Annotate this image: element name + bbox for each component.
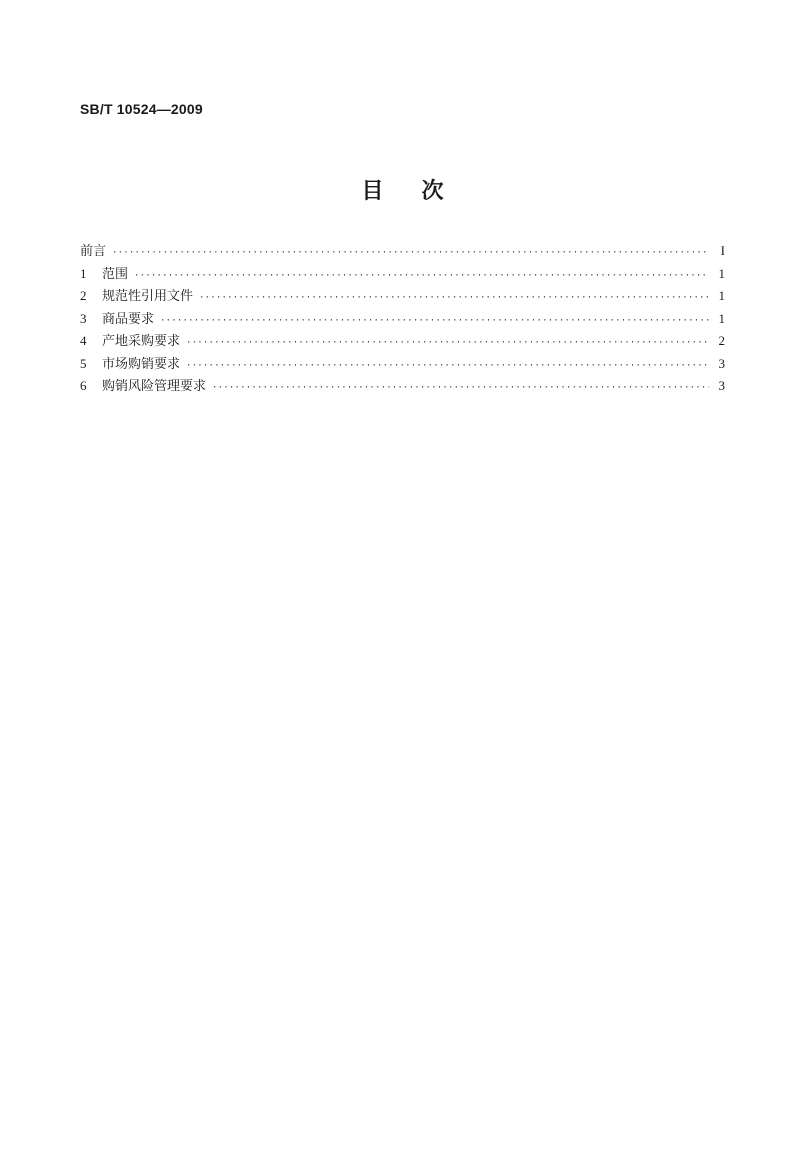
toc-entry-page: 1 [718, 265, 725, 281]
toc-entry-5[interactable] [80, 353, 725, 376]
toc-entry-number: 1 [80, 265, 87, 281]
toc-entry-2[interactable] [80, 285, 725, 308]
toc-leader-dots [186, 332, 709, 355]
toc-leader-dots [212, 377, 709, 400]
toc-entry-page: 1 [718, 288, 725, 303]
toc-leader-dots [160, 310, 709, 333]
toc-entry-1[interactable] [80, 263, 725, 286]
toc-entry-page: I [720, 243, 725, 258]
toc-entry-page: 1 [718, 310, 725, 326]
toc-entry-number: 4 [80, 333, 87, 348]
toc-entry-foreword[interactable] [80, 240, 725, 263]
toc-leader-dots [134, 265, 709, 288]
toc-entry-label: 购销风险管理要求 [102, 379, 207, 394]
toc-entry-label: 范围 [102, 266, 129, 282]
toc-entry-label: 规范性引用文件 [102, 289, 194, 304]
toc-entry-number: 2 [80, 288, 87, 303]
toc-entry-page: 3 [718, 355, 725, 371]
toc-entry-4[interactable] [80, 330, 725, 353]
table-of-contents [80, 240, 725, 398]
toc-leader-dots [186, 355, 709, 378]
toc-entry-label: 产地采购要求 [102, 334, 181, 349]
document-code: SB/T 10524—2009 [80, 101, 203, 117]
toc-entry-label: 市场购销要求 [102, 356, 181, 372]
toc-entry-number: 5 [80, 355, 87, 371]
toc-entry-number: 6 [80, 378, 87, 393]
toc-leader-dots [112, 242, 709, 265]
toc-entry-page: 2 [718, 333, 725, 348]
toc-entry-6[interactable] [80, 375, 725, 398]
toc-entry-page: 3 [718, 378, 725, 393]
toc-entry-number: 3 [80, 310, 87, 326]
toc-title: 目次 [361, 179, 482, 204]
toc-entry-label: 前言 [80, 244, 107, 259]
toc-leader-dots [199, 287, 709, 310]
toc-entry-3[interactable] [80, 308, 725, 331]
toc-entry-label: 商品要求 [102, 311, 155, 327]
